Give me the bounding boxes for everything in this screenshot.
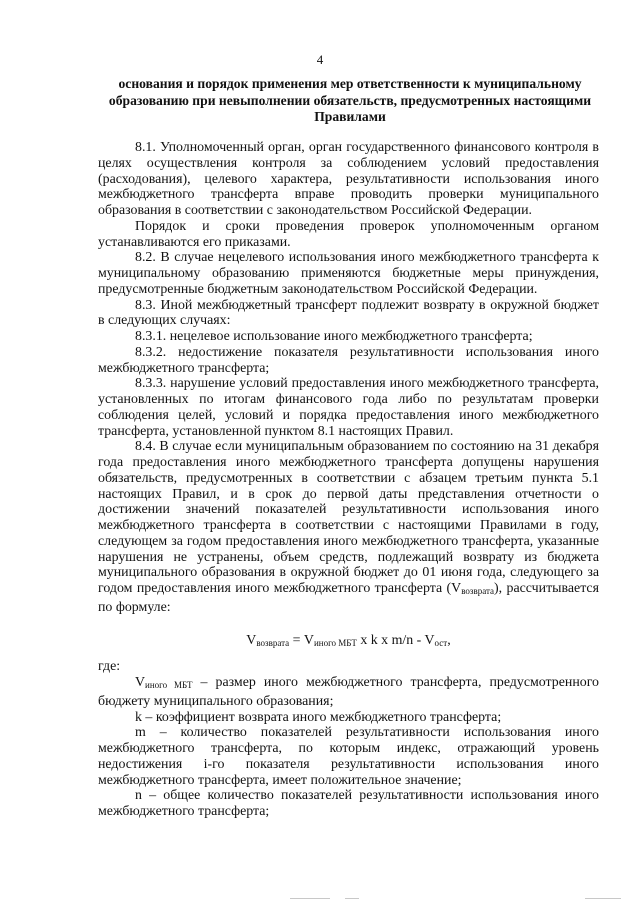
paragraph-8-4-tail: ), рассчитывается по формуле: — [98, 581, 599, 615]
paragraph-8-3-3: 8.3.3. нарушение условий предоставления иного межбюджетного трансферта, установленных по итогам финансового года либо по результатам проверки соблюдения целей, условий и порядка предоставления иного межбюджетного трансферта, установленной пунктом 8.1 настоящих Правил. — [98, 376, 599, 439]
paragraph-8-3-1: 8.3.1. нецелевое использование иного межбюджетного трансферта; — [135, 329, 533, 344]
formula-v: V — [246, 632, 257, 648]
definition-n: n – общее количество показателей результативности использования иного межбюджетного трансферта; — [98, 788, 599, 819]
paragraph-8-4-subscript: возврата — [461, 586, 494, 596]
definition-k: k – коэффициент возврата иного межбюджетного трансферта; — [135, 709, 502, 725]
paragraph-inspection-procedure: Порядок и сроки проведения проверок уполномоченным органом устанавливаются его приказами. — [98, 218, 599, 250]
paragraph-8-4 — [98, 439, 599, 615]
formula-sub-return: возврата — [256, 637, 290, 648]
formula-eq: = V — [289, 632, 314, 648]
paragraph-8-3-2: 8.3.2. недостижение показателя результативности использования иного межбюджетного трансферта; — [98, 344, 599, 376]
definition-v: V — [135, 675, 146, 690]
formula-sub-mbt: иного МБТ — [313, 637, 357, 648]
paragraph-8-1: 8.1. Уполномоченный орган, орган государственного финансового контроля в целях осуществления контроля за соблюдением условий предоставления (расходования), целевого характера, результативности использования иного межбюджетного трансферта вправе проводить проверки муниципального образования в соответствии с законодательством Российской Федерации. — [98, 140, 599, 218]
paragraph-8-4-text: 8.4. В случае если муниципальным образованием по состоянию на 31 декабря года предоставления иного межбюджетного трансферта допущены нарушения обязательств, предусмотренных в соответствии с абзацем третьим пункта 5.1 настоящих Правил, и в срок до первой даты представления отчетности о достижении значений показателей результативности использования иного межбюджетного трансферта в соответствии с настоящими Правилами в году, следующем за годом предоставления иного межбюджетного трансферта, указанные нарушения не устранены, объем средств, подлежащий возврату из бюджета муниципального образования в окружной бюджет до 01 июня года, следующего за годом предоставления иного межбюджетного трансферта (V — [98, 439, 599, 596]
paragraph-8-2: 8.2. В случае нецелевого использования иного межбюджетного трансферта к муниципальному образованию применяются бюджетные меры принуждения, предусмотренные бюджетным законодательством Российской Федерации. — [98, 250, 599, 297]
formula-end: , — [447, 632, 451, 648]
definition-m: m – количество показателей результативности использования иного межбюджетного трансферта, по которым индекс, отражающий уровень недостижения i-го показателя результативности использования иного межбюджетного трансферта, имеет положительное значение; — [98, 725, 599, 788]
scan-mark — [290, 898, 330, 899]
scan-mark — [585, 898, 621, 899]
formula-sub-ost: ост — [434, 637, 448, 648]
paragraph-8-3: 8.3. Иной межбюджетный трансферт подлежит возврату в окружной бюджет в следующих случаях: — [98, 297, 599, 329]
definition-v-mbt — [98, 675, 599, 710]
scan-mark — [345, 898, 359, 899]
scan-footer-marks — [0, 893, 640, 899]
document-body — [98, 140, 599, 820]
formula-mid: x k x m/n - V — [356, 632, 435, 648]
where-label: где: — [98, 659, 121, 675]
definition-v-text: – размер иного межбюджетного трансферта, предусмотренного бюджету муниципального образования; — [98, 675, 599, 709]
return-formula — [98, 633, 599, 652]
section-heading: основания и порядок применения мер ответственности к муниципальному образованию при невыполнении обязательств, предусмотренных настоящими Правилами — [108, 76, 592, 124]
page-number: 4 — [316, 52, 324, 67]
definition-v-sub: иного МБТ — [145, 680, 193, 690]
